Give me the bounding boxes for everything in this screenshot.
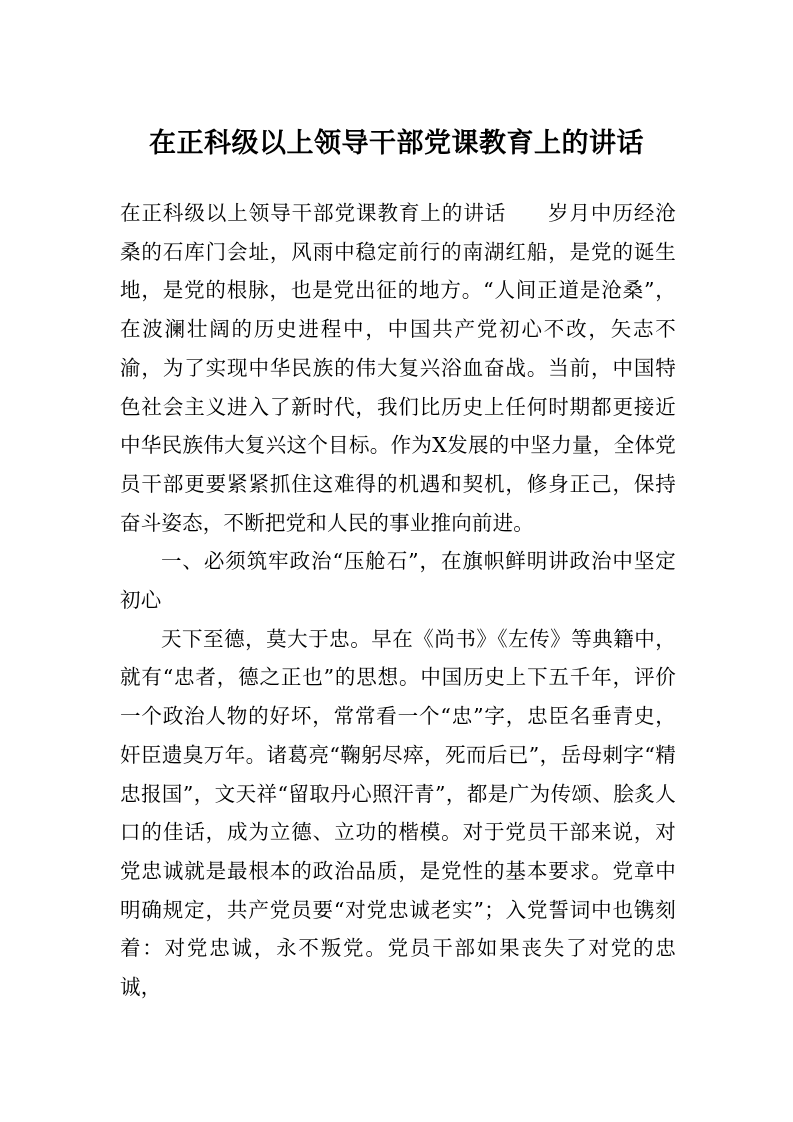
document-body	[120, 194, 676, 1007]
intro-heading: 在正科级以上领导干部党课教育上的讲话	[120, 201, 507, 225]
intro-paragraph	[120, 194, 676, 542]
document-title: 在正科级以上领导干部党课教育上的讲话	[149, 128, 644, 159]
intro-text: 岁月中历经沧桑的石库门会址，风雨中稳定前行的南湖红船，是党的诞生地，是党的根脉，也是党出征的地方。“人间正道是沧桑”，在波澜壮阔的历史进程中，中国共产党初心不改，矢志不渝，为了实现中华民族的伟大复兴浴血奋战。当前，中国特色社会主义进入了新时代，我们比历史上任何时期都更接近中华民族伟大复兴这个目标。作为X发展的中坚力量，全体党员干部更要紧紧抓住这难得的机遇和契机，修身正己，保持奋斗姿态，不断把党和人民的事业推向前进。	[120, 201, 676, 535]
section1-paragraph: 天下至德，莫大于忠。早在《尚书》《左传》等典籍中，就有“忠者，德之正也”的思想。中国历史上下五千年，评价一个政治人物的好坏，常常看一个“忠”字，忠臣名垂青史，奸臣遗臭万年。诸葛亮“鞠躬尽瘁，死而后已”，岳母刺字“精忠报国”，文天祥“留取丹心照汗青”，都是广为传颂、脍炙人口的佳话，成为立德、立功的楷模。对于党员干部来说，对党忠诚就是最根本的政治品质，是党性的基本要求。党章中明确规定，共产党员要“对党忠诚老实”；入党誓词中也镌刻着：对党忠诚，永不叛党。党员干部如果丧失了对党的忠诚，	[120, 626, 676, 1000]
section1-heading: 一、必须筑牢政治“压舱石”，在旗帜鲜明讲政治中坚定初心	[120, 549, 676, 613]
